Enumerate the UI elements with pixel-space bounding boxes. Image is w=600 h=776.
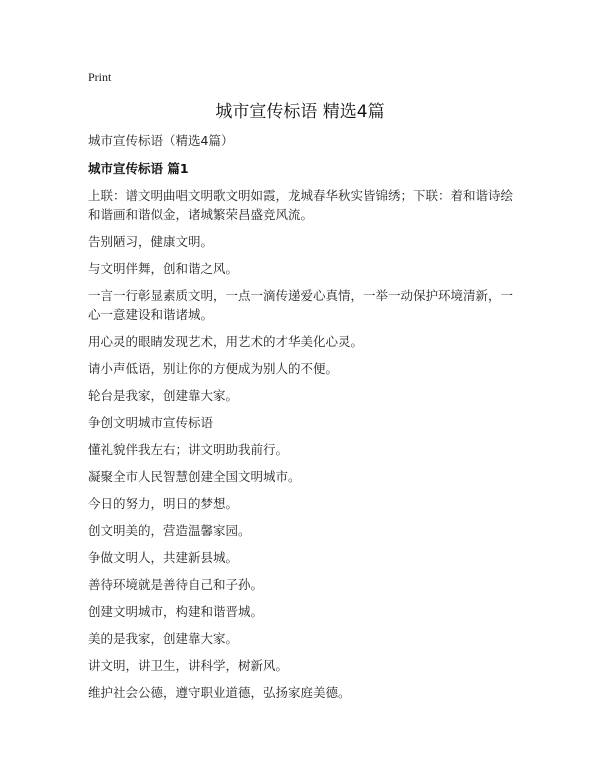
slogan-paragraph: 争做文明人，共建新县城。 bbox=[88, 550, 239, 565]
slogan-paragraph: 讲文明，讲卫生，讲科学，树新风。 bbox=[88, 658, 289, 673]
page-title: 城市宣传标语 精选4篇 bbox=[215, 102, 385, 122]
document-body bbox=[88, 132, 518, 710]
slogan-paragraph: 今日的努力，明日的梦想。 bbox=[88, 496, 239, 511]
slogan-paragraph: 创建文明城市，构建和谐晋城。 bbox=[88, 604, 264, 619]
slogan-paragraph: 维护社会公德，遵守职业道德，弘扬家庭美德。 bbox=[88, 685, 351, 700]
slogan-paragraph: 创文明美的，营造温馨家园。 bbox=[88, 523, 251, 538]
slogan-paragraph: 懂礼貌伴我左右；讲文明助我前行。 bbox=[88, 442, 289, 457]
sub-heading-paragraph: 争创文明城市宣传标语 bbox=[88, 415, 214, 430]
slogan-paragraph: 用心灵的眼睛发现艺术，用艺术的才华美化心灵。 bbox=[88, 334, 364, 349]
slogan-paragraph: 一言一行彰显素质文明，一点一滴传递爱心真情，一举一动保护环境清新，一心一意建设和谐诸城。 bbox=[88, 288, 514, 322]
slogan-paragraph: 与文明伴舞，创和谐之风。 bbox=[88, 261, 239, 276]
slogan-paragraph: 上联：谱文明曲唱文明歌文明如霞，龙城春华秋实皆锦绣；下联：着和谐诗绘和谐画和谐似金，诸城繁荣昌盛竞风流。 bbox=[88, 188, 514, 222]
document-subtitle: 城市宣传标语（精选4篇） bbox=[88, 133, 234, 148]
section-heading: 城市宣传标语 篇1 bbox=[88, 161, 189, 176]
slogan-paragraph: 请小声低语，别让你的方便成为别人的不便。 bbox=[88, 361, 339, 376]
slogan-paragraph: 轮台是我家，创建靠大家。 bbox=[88, 388, 239, 403]
slogan-paragraph: 美的是我家，创建靠大家。 bbox=[88, 631, 239, 646]
slogan-paragraph: 善待环境就是善待自己和子孙。 bbox=[88, 577, 264, 592]
print-label: Print bbox=[88, 70, 112, 84]
slogan-paragraph: 告别陋习，健康文明。 bbox=[88, 234, 214, 249]
slogan-paragraph: 凝聚全市人民智慧创建全国文明城市。 bbox=[88, 469, 301, 484]
